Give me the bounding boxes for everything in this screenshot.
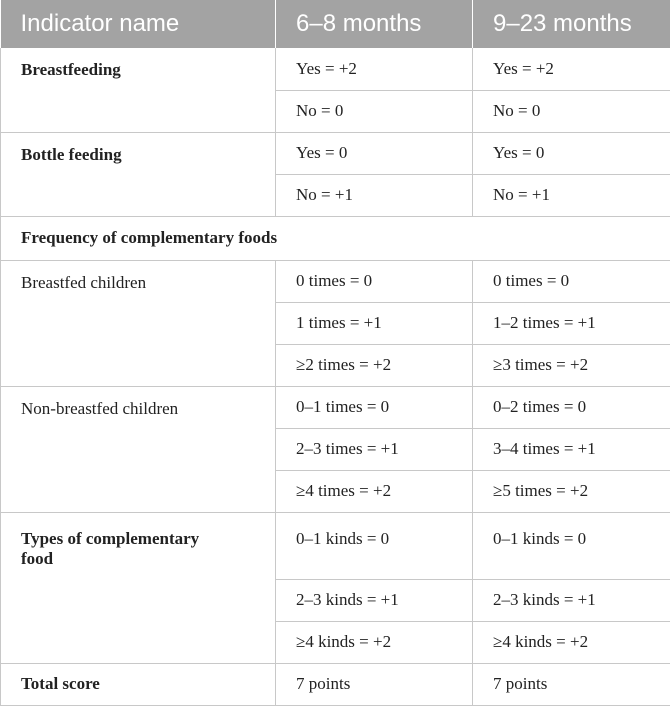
header-9-23-months: 9–23 months xyxy=(473,0,670,48)
table-cell: ≥2 times = +2 xyxy=(276,344,473,386)
total-row xyxy=(1,663,670,705)
table-cell: No = +1 xyxy=(276,174,473,216)
table-cell: 2–3 kinds = +1 xyxy=(276,579,473,621)
table-cell: ≥5 times = +2 xyxy=(473,470,670,512)
table-row xyxy=(1,48,670,90)
indicator-total-score: Total score xyxy=(1,663,276,705)
table-cell: ≥4 kinds = +2 xyxy=(473,621,670,663)
table-cell: Yes = 0 xyxy=(276,132,473,174)
indicator-breastfeeding: Breastfeeding xyxy=(1,48,276,132)
header-indicator-name: Indicator name xyxy=(1,0,276,48)
section-frequency-complementary-foods: Frequency of complementary foods xyxy=(1,216,670,260)
table-cell: 3–4 times = +1 xyxy=(473,428,670,470)
table-row xyxy=(1,512,670,579)
section-row xyxy=(1,216,670,260)
table-row xyxy=(1,386,670,428)
table-cell: 7 points xyxy=(276,663,473,705)
table-cell: No = 0 xyxy=(473,90,670,132)
table-cell: ≥4 times = +2 xyxy=(276,470,473,512)
table-cell: Yes = 0 xyxy=(473,132,670,174)
indicator-bottle-feeding: Bottle feeding xyxy=(1,132,276,216)
table-row xyxy=(1,260,670,302)
table-cell: 1–2 times = +1 xyxy=(473,302,670,344)
indicator-types-complementary-food: Types of complementary food xyxy=(1,512,276,663)
table-cell: 7 points xyxy=(473,663,670,705)
indicator-breastfed-children: Breastfed children xyxy=(1,260,276,386)
header-6-8-months: 6–8 months xyxy=(276,0,473,48)
table-cell: 0–1 kinds = 0 xyxy=(473,512,670,579)
table-cell: No = 0 xyxy=(276,90,473,132)
table-cell: 0 times = 0 xyxy=(276,260,473,302)
header-row xyxy=(1,0,670,48)
table-cell: 0 times = 0 xyxy=(473,260,670,302)
table-cell: 2–3 times = +1 xyxy=(276,428,473,470)
table-cell: ≥3 times = +2 xyxy=(473,344,670,386)
indicator-non-breastfed-children: Non-breastfed children xyxy=(1,386,276,512)
table-cell: 0–2 times = 0 xyxy=(473,386,670,428)
table-row xyxy=(1,132,670,174)
table-cell: 0–1 times = 0 xyxy=(276,386,473,428)
table-cell: Yes = +2 xyxy=(276,48,473,90)
table-cell: No = +1 xyxy=(473,174,670,216)
table-cell: Yes = +2 xyxy=(473,48,670,90)
table-cell: 2–3 kinds = +1 xyxy=(473,579,670,621)
table-cell: 0–1 kinds = 0 xyxy=(276,512,473,579)
table-cell: 1 times = +1 xyxy=(276,302,473,344)
table-cell: ≥4 kinds = +2 xyxy=(276,621,473,663)
